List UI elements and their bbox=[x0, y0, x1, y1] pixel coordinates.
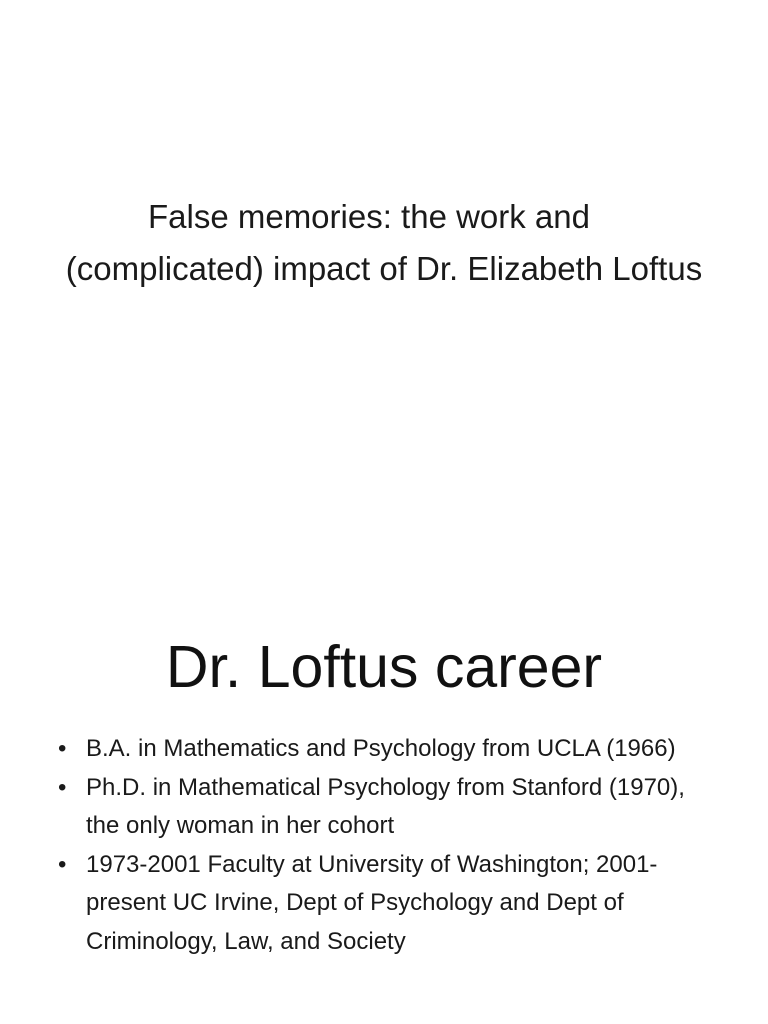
slide-title: Dr. Loftus career bbox=[165, 634, 603, 700]
bullet-list bbox=[58, 730, 718, 961]
list-item bbox=[58, 769, 718, 846]
list-item bbox=[58, 846, 718, 962]
bullet-text: Ph.D. in Mathematical Psychology from Stanford (1970), the only woman in her cohort bbox=[86, 773, 685, 839]
list-item bbox=[58, 730, 718, 769]
career-slide bbox=[0, 512, 768, 1024]
title-line-2: (complicated) impact of Dr. Elizabeth Loftus bbox=[65, 250, 703, 287]
bullet-icon: • bbox=[58, 773, 67, 801]
title-line-1: False memories: the work and bbox=[147, 198, 590, 235]
bullet-icon: • bbox=[58, 735, 67, 762]
bullet-text: B.A. in Mathematics and Psychology from UCLA (1966) bbox=[86, 735, 676, 762]
bullet-icon: • bbox=[58, 850, 67, 878]
bullet-text: 1973-2001 Faculty at University of Washington; 2001-present UC Irvine, Dept of Psychology and Dept of Criminology, Law, and Society bbox=[86, 850, 658, 955]
presentation-title bbox=[0, 191, 768, 295]
